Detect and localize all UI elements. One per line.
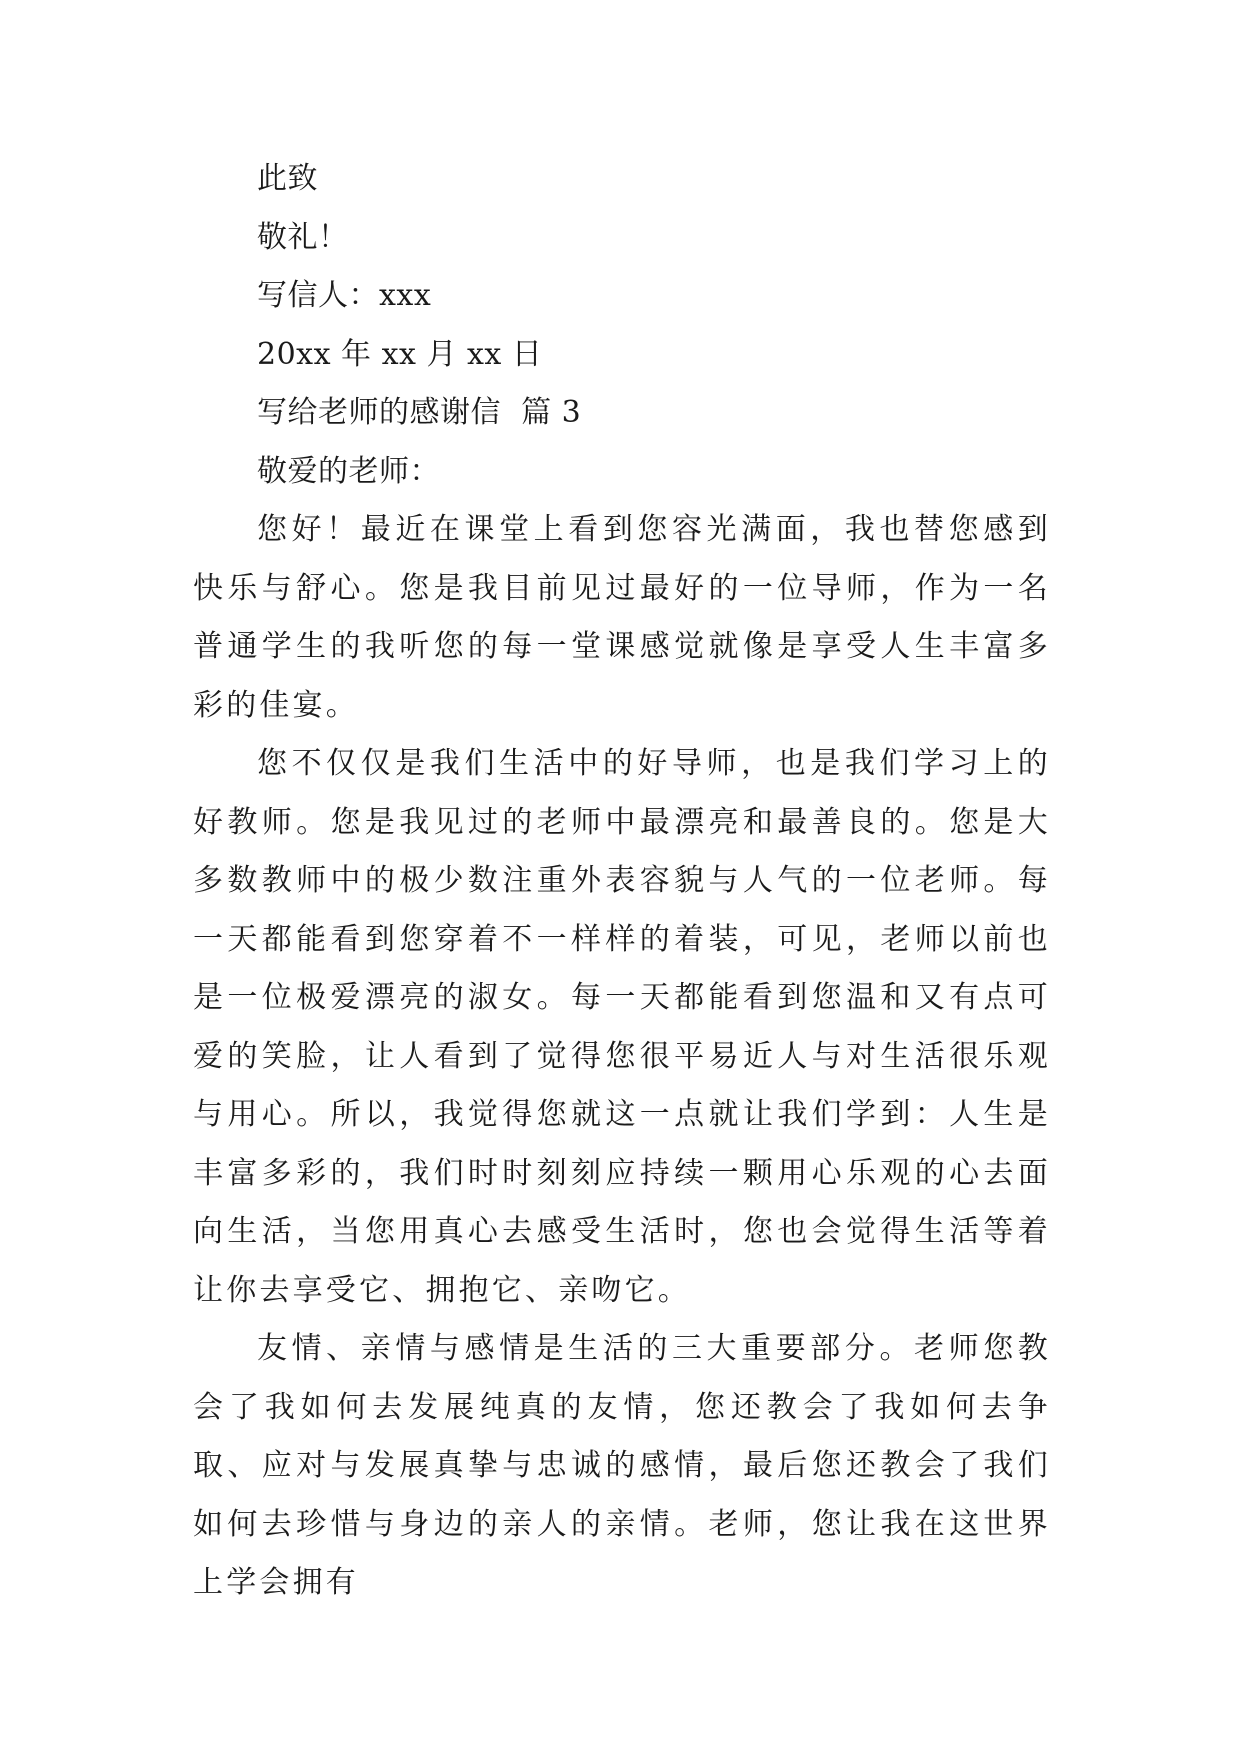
paragraph-1: 您好！最近在课堂上看到您容光满面，我也替您感到快乐与舒心。您是我目前见过最好的一位导师，作为一名普通学生的我听您的每一堂课感觉就像是享受人生丰富多彩的佳宴。 (193, 512, 1051, 723)
closing-date: 20xx 年 xx 月 xx 日 (257, 336, 543, 372)
paragraph-2: 您不仅仅是我们生活中的好导师，也是我们学习上的好教师。您是我见过的老师中最漂亮和最善良的。您是大多数教师中的极少数注重外表容貌与人气的一位老师。每一天都能看到您穿着不一样样的着装，可见，老师以前也是一位极爱漂亮的淑女。每一天都能看到您温和又有点可爱的笑脸，让人看到了觉得您很平易近人与对生活很乐观与用心。所以，我觉得您就这一点就让我们学到：人生是丰富多彩的，我们时时刻刻应持续一颗用心乐观的心去面向生活，当您用真心去感受生活时，您也会觉得生活等着让你去享受它、拥抱它、亲吻它。 (193, 746, 1051, 1308)
closing-author: 写信人：xxx (257, 278, 432, 313)
closing-regards: 敬礼！ (257, 219, 349, 255)
letter-title: 写给老师的感谢信 篇 3 (257, 395, 582, 430)
letter-greeting: 敬爱的老师： (257, 453, 440, 489)
letter-body (193, 150, 1051, 1613)
paragraph-3: 友情、亲情与感情是生活的三大重要部分。老师您教会了我如何去发展纯真的友情，您还教会了我如何去争取、应对与发展真挚与忠诚的感情，最后您还教会了我们如何去珍惜与身边的亲人的亲情。老师，您让我在这世界上学会拥有 (193, 1331, 1051, 1600)
closing-salutation: 此致 (257, 161, 318, 196)
